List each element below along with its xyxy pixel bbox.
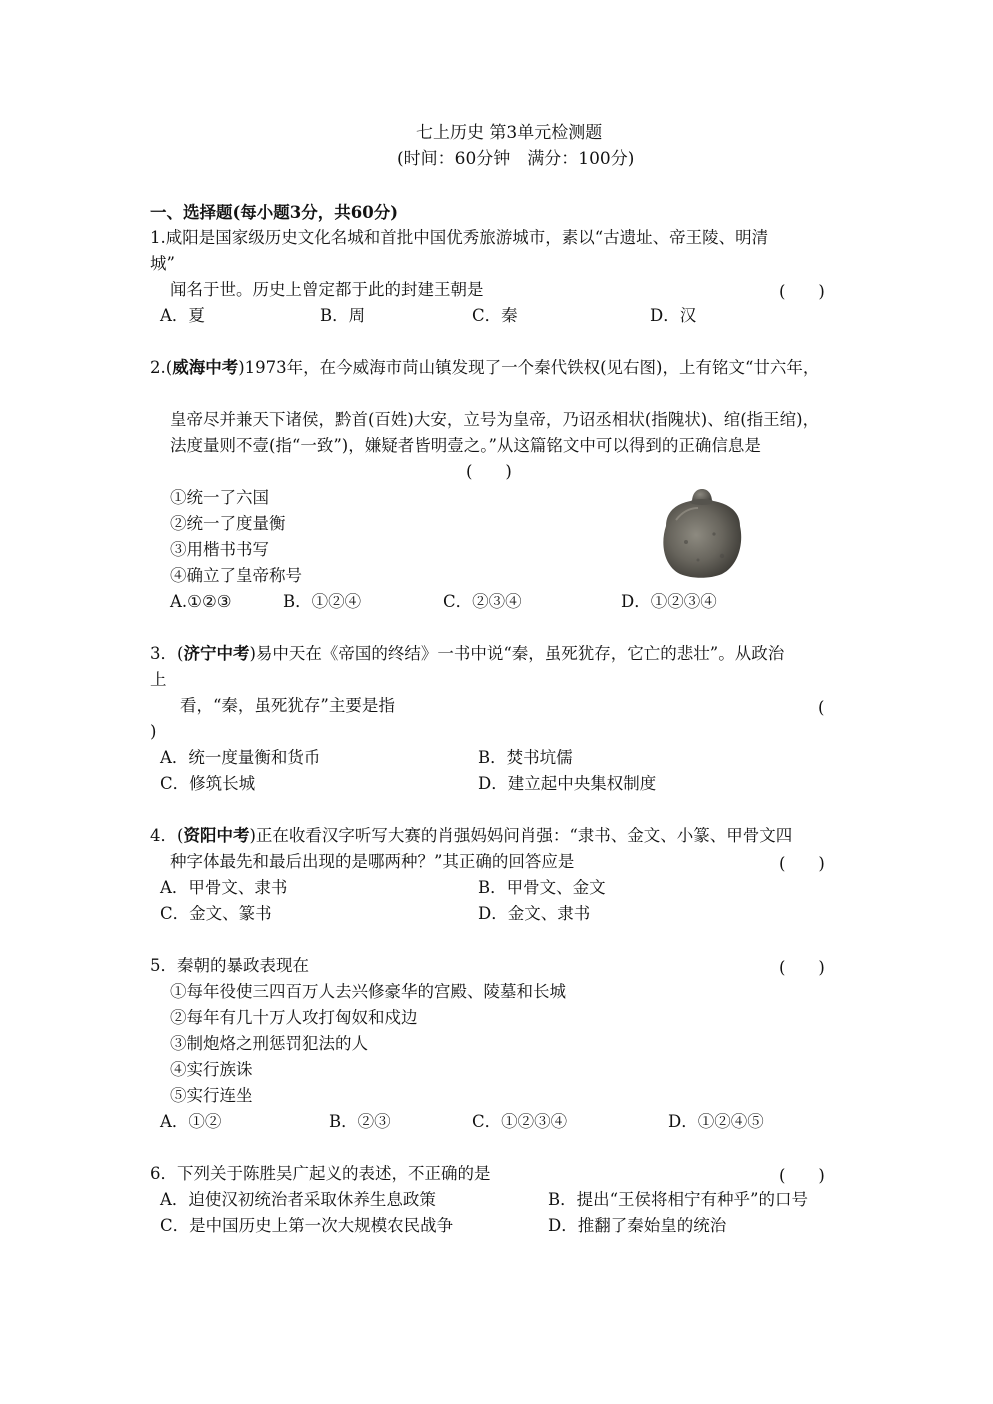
q1-stem-line3: 闻名于世。历史上曾定都于此的封建王朝是 [170, 280, 484, 299]
q4-number: 4．( [150, 826, 184, 845]
q2-option-a[interactable]: A.①②③ [170, 592, 232, 611]
q2-option-d[interactable]: D．①②③④ [621, 592, 717, 611]
q4-stem-text: )正在收看汉字听写大赛的肖强妈妈问肖强：“隶书、金文、小篆、甲骨文四 [249, 826, 793, 845]
q5-option-b[interactable]: B．②③ [329, 1112, 391, 1131]
q5-item-1: ①每年役使三四百万人去兴修豪华的宫殿、陵墓和长城 [170, 982, 566, 1001]
q2-option-b[interactable]: B．①②④ [283, 592, 362, 611]
page-title: 七上历史 第3单元检测题 [416, 123, 603, 143]
q4-answer-blank[interactable]: ( ) [779, 854, 825, 873]
q2-item-4: ④确立了皇帝称号 [170, 566, 302, 585]
q5-option-c[interactable]: C．①②③④ [472, 1112, 568, 1131]
q2-answer-blank[interactable]: ( ) [466, 462, 512, 481]
q3-stem-line3: 看，“秦，虽死犹存”主要是指 [180, 696, 395, 715]
q4-source: 资阳中考 [183, 826, 250, 845]
q4-stem-line1 [150, 825, 792, 847]
q1-stem-line2: 城” [150, 254, 175, 273]
q3-option-d[interactable]: D．建立起中央集权制度 [478, 774, 657, 793]
q4-option-c[interactable]: C．金文、篆书 [160, 904, 272, 923]
q3-number: 3．( [150, 644, 184, 663]
q1-answer-blank[interactable]: ( ) [779, 282, 825, 301]
q2-stem-line1 [150, 357, 819, 379]
q3-source: 济宁中考 [183, 644, 250, 663]
q3-answer-blank-close[interactable]: ) [150, 722, 157, 741]
q2-item-3: ③用楷书书写 [170, 540, 269, 559]
q6-option-d[interactable]: D．推翻了秦始皇的统治 [548, 1216, 727, 1235]
q6-option-b[interactable]: B．提出“王侯将相宁有种乎”的口号 [548, 1190, 808, 1209]
q5-answer-blank[interactable]: ( ) [779, 958, 825, 977]
q6-option-a[interactable]: A．迫使汉初统治者采取休养生息政策 [160, 1190, 436, 1209]
q6-stem-line1: 6．下列关于陈胜吴广起义的表述，不正确的是 [150, 1164, 491, 1183]
q4-option-a[interactable]: A．甲骨文、隶书 [160, 878, 288, 897]
q3-answer-blank-open[interactable]: ( [818, 698, 825, 717]
q5-stem-line1: 5．秦朝的暴政表现在 [150, 956, 309, 975]
q4-option-d[interactable]: D．金文、隶书 [478, 904, 591, 923]
q2-number: 2.( [150, 358, 173, 377]
q2-stem-line2: 皇帝尽并兼天下诸侯，黔首(百姓)大安，立号为皇帝，乃诏丞相状(指隗状)、绾(指王绾)， [170, 410, 820, 429]
q1-stem-line1: 1.咸阳是国家级历史文化名城和首批中国优秀旅游城市，素以“古遗址、帝王陵、明清 [150, 228, 769, 247]
q4-option-b[interactable]: B．甲骨文、金文 [478, 878, 606, 897]
q4-stem-line2: 种字体最先和最后出现的是哪两种？”其正确的回答应是 [170, 852, 575, 871]
q3-stem-line1 [150, 643, 784, 665]
section-title: 一、选择题(每小题3分，共60分) [150, 203, 399, 222]
q2-item-2: ②统一了度量衡 [170, 514, 286, 533]
q5-item-2: ②每年有几十万人攻打匈奴和戍边 [170, 1008, 418, 1027]
q5-option-a[interactable]: A．①② [160, 1112, 222, 1131]
q5-item-3: ③制炮烙之刑惩罚犯法的人 [170, 1034, 368, 1053]
q1-option-d[interactable]: D．汉 [650, 306, 697, 325]
page-subtitle: (时间：60分钟 满分：100分) [397, 149, 635, 169]
q5-item-4: ④实行族诛 [170, 1060, 253, 1079]
q5-item-5: ⑤实行连坐 [170, 1086, 253, 1105]
q2-stem-line3: 法度量则不壹(指“一致”)，嫌疑者皆明壹之。”从这篇铭文中可以得到的正确信息是 [170, 436, 761, 455]
q3-option-b[interactable]: B．焚书坑儒 [478, 748, 573, 767]
q1-option-b[interactable]: B．周 [320, 306, 366, 325]
q2-source: 威海中考 [172, 358, 239, 377]
q3-stem-text: )易中天在《帝国的终结》一书中说“秦，虽死犹存，它亡的悲壮”。从政治 [249, 644, 785, 663]
q3-option-a[interactable]: A．统一度量衡和货币 [160, 748, 321, 767]
q1-option-c[interactable]: C．秦 [472, 306, 518, 325]
q1-option-a[interactable]: A．夏 [160, 306, 205, 325]
qin-iron-weight-image [652, 486, 752, 580]
q3-option-c[interactable]: C．修筑长城 [160, 774, 256, 793]
q2-option-c[interactable]: C．②③④ [443, 592, 522, 611]
q6-option-c[interactable]: C．是中国历史上第一次大规模农民战争 [160, 1216, 454, 1235]
q3-stem-line2: 上 [150, 670, 167, 689]
q2-item-1: ①统一了六国 [170, 488, 269, 507]
q6-answer-blank[interactable]: ( ) [779, 1166, 825, 1185]
q5-option-d[interactable]: D．①②④⑤ [668, 1112, 764, 1131]
q2-stem-text: )1973年，在今威海市苘山镇发现了一个秦代铁权(见右图)，上有铭文“廿六年， [238, 358, 820, 377]
